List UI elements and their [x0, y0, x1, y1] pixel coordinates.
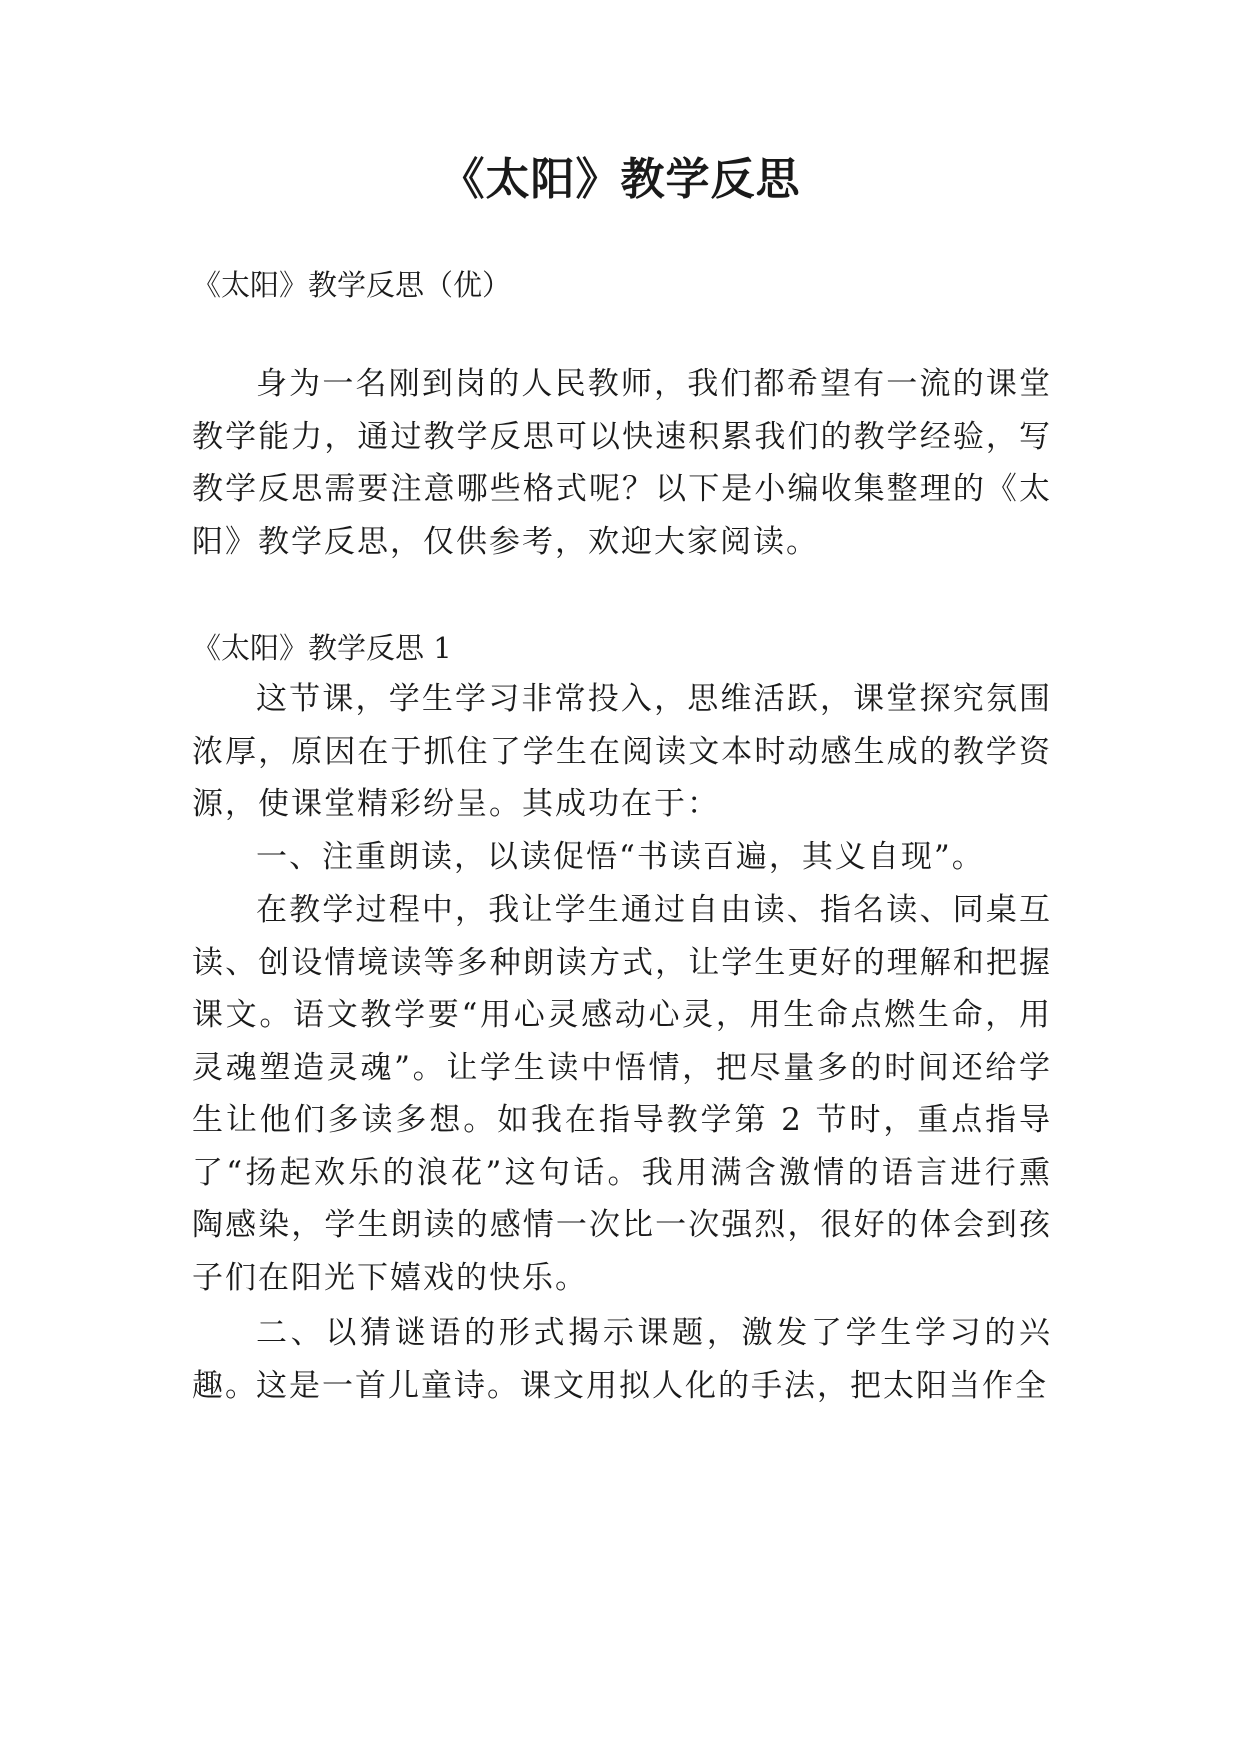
document-title: 《太阳》教学反思: [440, 154, 801, 205]
document-subtitle: 《太阳》教学反思（优）: [192, 268, 512, 302]
body-paragraph: 在教学过程中，我让学生通过自由读、指名读、同桌互读、创设情境读等多种朗读方式，让学生更好的理解和把握课文。语文教学要“用心灵感动心灵，用生命点燃生命，用灵魂塑造灵魂”。让学生读中悟情，把尽量多的时间还给学生让他们多读多想。如我在指导教学第 2 节时，重点指导了“扬起欢乐的浪花”这句话。我用满含激情的语言进行熏陶感染，学生朗读的感情一次比一次强烈，很好的体会到孩子们在阳光下嬉戏的快乐。: [192, 892, 1052, 1296]
point-heading: 一、注重朗读，以读促悟“书读百遍，其义自现”。: [256, 839, 985, 875]
body-paragraph: 这节课，学生学习非常投入，思维活跃，课堂探究氛围浓厚，原因在于抓住了学生在阅读文本时动感生成的教学资源，使课堂精彩纷呈。其成功在于：: [192, 681, 1052, 822]
point-heading: 二、以猜谜语的形式揭示课题，激发了学生学习的兴趣。: [192, 1315, 1052, 1404]
body-paragraph: 这是一首儿童诗。课文用拟人化的手法，把太阳当作全: [256, 1368, 1048, 1404]
intro-paragraph: 身为一名刚到岗的人民教师，我们都希望有一流的课堂教学能力，通过教学反思可以快速积累我们的教学经验，写教学反思需要注意哪些格式呢？以下是小编收集整理的《太阳》教学反思，仅供参考，欢迎大家阅读。: [192, 366, 1052, 560]
section-heading: 《太阳》教学反思 1: [192, 631, 452, 665]
